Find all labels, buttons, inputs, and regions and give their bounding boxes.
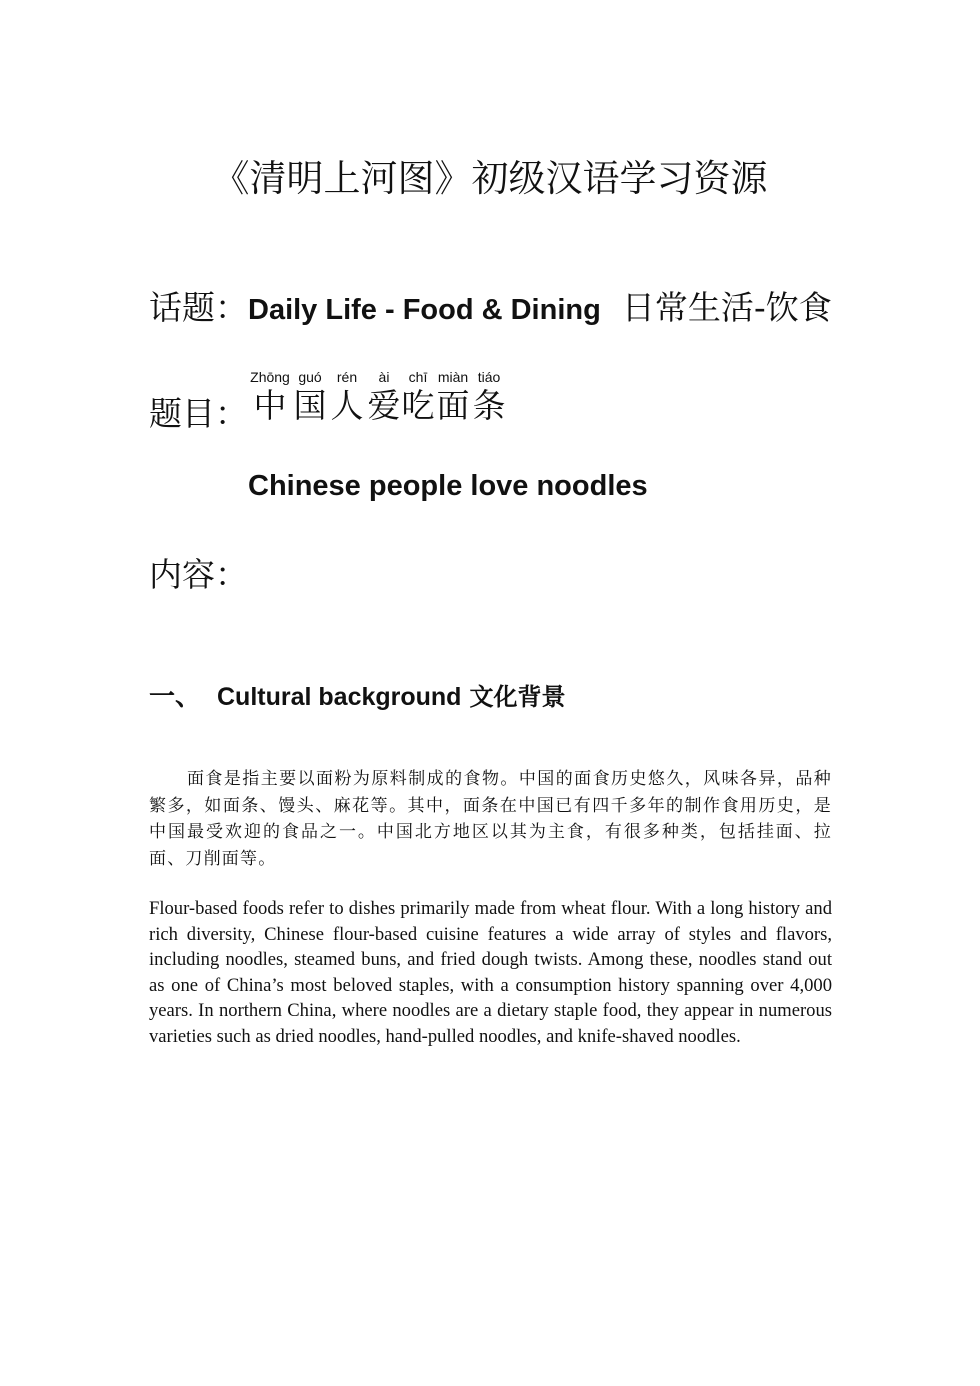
pinyin: tiáo: [477, 369, 501, 385]
hanzi: 中: [253, 386, 287, 425]
topic-english: Daily Life - Food & Dining: [248, 294, 601, 326]
paragraph-chinese: 面食是指主要以面粉为原料制成的食物。中国的面食历史悠久，风味各异，品种繁多，如面条、馒头、麻花等。其中，面条在中国已有四千多年的制作食用历史，是中国最受欢迎的食品之一。中国北方地区以其为主食，有很多种类，包括挂面、拉面、刀削面等。: [149, 769, 832, 869]
section-title-english: Cultural background: [217, 683, 462, 711]
pinyin: Zhōng: [250, 369, 290, 385]
section-heading: [149, 676, 565, 713]
pinyin: miàn: [437, 369, 469, 385]
ruby-char: [327, 368, 367, 426]
hanzi: 人: [330, 386, 364, 425]
subject-ruby-title: [247, 368, 507, 426]
document-title: 《清明上河图》初级汉语学习资源: [212, 157, 768, 200]
pinyin: guó: [298, 369, 322, 385]
topic-line: [149, 282, 832, 329]
section-title-chinese: 文化背景: [469, 683, 566, 711]
hanzi: 条: [472, 386, 506, 425]
ruby-char: [247, 368, 293, 426]
paragraph-english: Flour-based foods refer to dishes primarily made from wheat flour. With a long history and rich diversity, Chinese flour-based cuisine features a wide array of styles and flavors, including noodles, steamed buns, and fried dough twists. Among these, noodles stand out as one of China’s most beloved staples, with a consumption history spanning over 4,000 years. In northern China, where noodles are a dietary staple food, they appear in numerous varieties such as dried noodles, hand-pulled noodles, and knife-shaved noodles.: [149, 898, 832, 1047]
pinyin: rén: [336, 369, 358, 385]
hanzi: 吃: [401, 386, 435, 425]
ruby-char: [367, 368, 401, 426]
ruby-char: [401, 368, 435, 426]
topic-chinese: 日常生活-饮食: [621, 288, 832, 327]
ruby-char: [293, 368, 327, 426]
hanzi: 爱: [367, 386, 401, 425]
ruby-char: [471, 368, 507, 426]
subject-english: Chinese people love noodles: [248, 470, 648, 502]
hanzi: 国: [293, 386, 327, 425]
hanzi: 面: [436, 386, 470, 425]
pinyin: chī: [408, 369, 428, 385]
ruby-char: [435, 368, 471, 426]
subject-label: 题目：: [149, 394, 248, 433]
topic-label: 话题：: [149, 288, 248, 327]
section-number: 一、: [149, 682, 202, 712]
content-label: 内容：: [149, 555, 248, 594]
pinyin: ài: [378, 369, 390, 385]
